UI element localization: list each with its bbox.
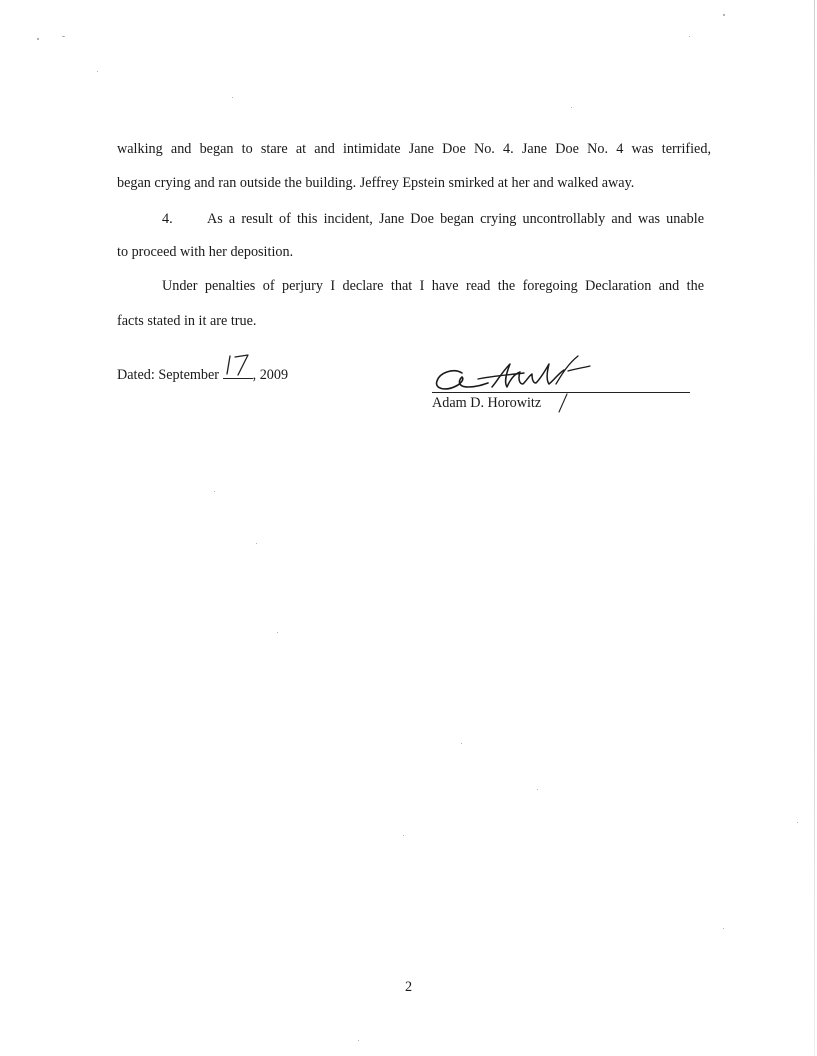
scan-speck xyxy=(403,835,404,836)
signer-name: Adam D. Horowitz xyxy=(432,395,542,411)
scan-speck xyxy=(37,38,39,40)
handwritten-day xyxy=(223,364,253,379)
signature-tail-stroke xyxy=(556,392,570,414)
page-edge-shadow xyxy=(814,0,815,1056)
scan-speck xyxy=(797,822,798,823)
item-line: As a result of this incident, Jane Doe began crying uncontrollably and was unable xyxy=(207,211,704,227)
dated-prefix: Dated: September xyxy=(117,367,220,383)
page-number: 2 xyxy=(404,979,413,995)
scan-speck xyxy=(461,743,462,744)
scan-speck xyxy=(214,491,215,492)
scan-speck xyxy=(256,543,257,544)
scan-speck xyxy=(723,14,725,16)
scan-speck xyxy=(723,928,724,929)
handwritten-signature xyxy=(428,354,628,396)
paragraph-line: began crying and ran outside the building. Jeffrey Epstein smirked at her and walked away. xyxy=(117,175,635,191)
scan-speck xyxy=(689,36,690,37)
scan-speck xyxy=(358,1040,359,1041)
scan-speck xyxy=(232,97,233,98)
declaration-line: facts stated in it are true. xyxy=(117,313,257,329)
dated-line xyxy=(117,364,288,384)
item-number: 4. xyxy=(162,211,173,227)
scan-speck xyxy=(277,632,278,633)
paragraph-line: walking and began to stare at and intimidate Jane Doe No. 4. Jane Doe No. 4 was terrified, xyxy=(117,141,711,157)
declaration-line: Under penalties of perjury I declare that I have read the foregoing Declaration and the xyxy=(162,278,704,294)
scan-speck xyxy=(571,107,572,108)
scan-speck xyxy=(62,36,65,37)
scan-speck xyxy=(537,789,538,790)
scan-speck xyxy=(97,71,98,72)
handwritten-day-digits xyxy=(221,352,255,378)
dated-year: , 2009 xyxy=(252,367,289,383)
item-line: to proceed with her deposition. xyxy=(117,244,294,260)
